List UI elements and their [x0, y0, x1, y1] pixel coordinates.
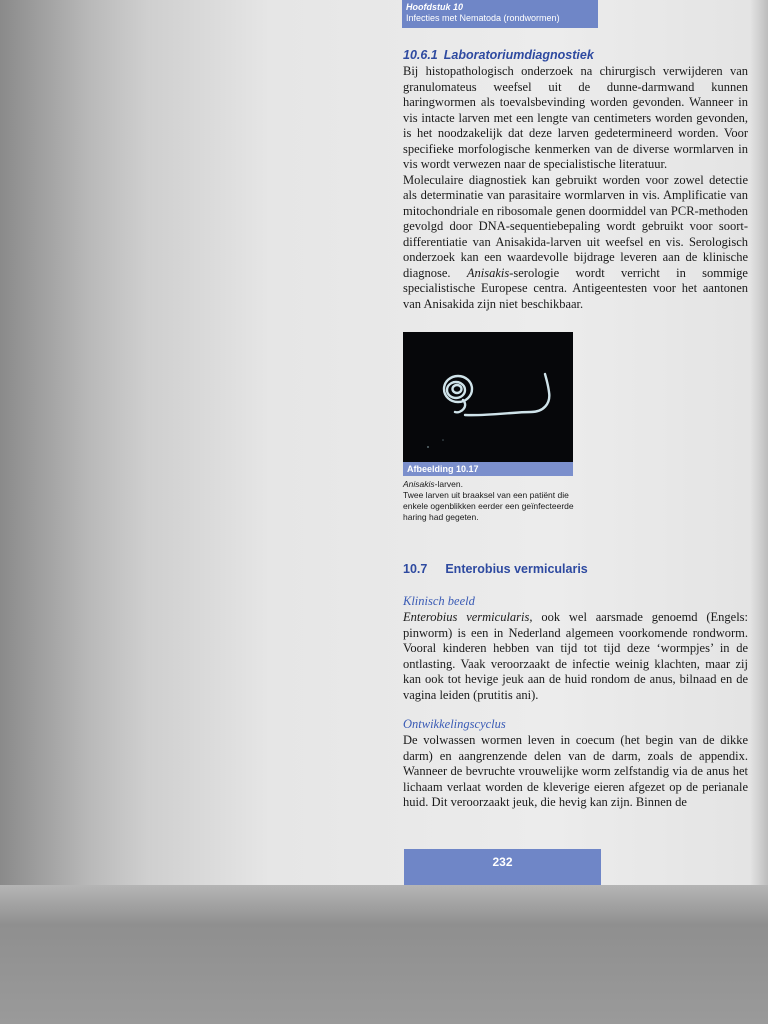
section-body-ontwikkeling — [403, 733, 748, 811]
figure-photo — [403, 332, 573, 462]
section-body-klinisch — [403, 610, 748, 703]
larvae-photo — [403, 332, 573, 462]
subheading-ontwikkelingscyclus: Ontwikkelingscyclus — [403, 717, 506, 731]
subheading-klinisch-beeld: Klinisch beeld — [403, 594, 475, 608]
figure-caption — [403, 479, 578, 523]
figure-label: Afbeelding 10.17 — [403, 462, 573, 476]
caption-emphasis: Anisakis — [403, 479, 435, 489]
section-number: 10.6.1 — [403, 48, 438, 62]
chapter-header — [402, 0, 598, 28]
paragraph — [403, 173, 748, 313]
caption-text: -larven. — [434, 479, 463, 489]
paragraph-emphasis: Anisakis — [466, 265, 510, 280]
chapter-label: Hoofdstuk 10 — [406, 2, 464, 12]
page-number: 232 — [404, 849, 601, 885]
paragraph-emphasis: Enterobius vermicularis, — [403, 610, 533, 624]
paragraph-text: Moleculaire diagnostiek kan gebruikt worden voor zowel detectie als determinatie van parasitaire wormlarven in vis. Amplificatie van mitochondriale en ribosomale genen doormiddel van PCR-methoden gevolgd door DNA-sequentiebepaling wordt gebruikt voor soort-differentiatie van Anisakida-larven uit weefsel en vis. Serologisch onderzoek kan een waardevolle bijdrage leveren aan de klinische diagnose. — [403, 172, 748, 280]
section-title: Laboratoriumdiagnostiek — [443, 48, 594, 62]
caption-title — [403, 479, 578, 490]
paragraph-text: ook wel aarsmade genoemd (Engels: pinworm) is een in Nederland algemeen voorkomende rondworm. Vooral kinderen hebben van tijd tot tijd deze ‘wormpjes’ in de ontlasting. Vaak veroorzaakt de infectie weinig klachten, maar zij kan ook tot hevige jeuk aan de huid rondom de anus, bilnaad en de vagina leiden (prutitis ani). — [403, 610, 749, 702]
section-number: 10.7 — [403, 562, 428, 576]
section-title: Enterobius vermicularis — [445, 562, 588, 576]
chapter-subtitle: Infecties met Nematoda (rondwormen) — [406, 13, 560, 23]
paragraph-text: -serologie wordt verricht in sommige specialistische Europese centra. Antigeentesten voor het aantonen van Anisakida zijn niet beschikbaar. — [403, 265, 748, 311]
caption-description: Twee larven uit braaksel van een patiënt die enkele ogenblikken eerder een geïnfecteerde haring had gegeten. — [403, 490, 574, 522]
section-heading-10-6-1 — [403, 48, 594, 62]
paragraph — [403, 610, 748, 703]
section-body-10-6-1 — [403, 64, 748, 312]
section-heading-10-7 — [403, 562, 588, 576]
background-shadow — [0, 885, 768, 1024]
paragraph: Bij histopathologisch onderzoek na chirurgisch verwijderen van granulomateus weefsel uit de dunne-darmwand kunnen haringwormen als toevalsbevinding worden gevonden. Wanneer in vis intacte larven met een lengte van centimeters worden gevonden, is het noodzakelijk dat deze larven gedetermineerd worden. Voor specifieke morfologische kenmerken van de diverse wormlarven in vis wordt verwezen naar de specialistische literatuur. — [403, 64, 748, 171]
paragraph: De volwassen wormen leven in coecum (het begin van de dikke darm) en aangrenzende delen van de darm, zoals de appendix. Wanneer de bevruchte vrouwelijke worm zelfstandig via de anus het lichaam verlaat worden de kleverige eieren afgezet op de perianale huid. Dit veroorzaakt jeuk, die hevig kan zijn. Binnen de — [403, 733, 748, 809]
